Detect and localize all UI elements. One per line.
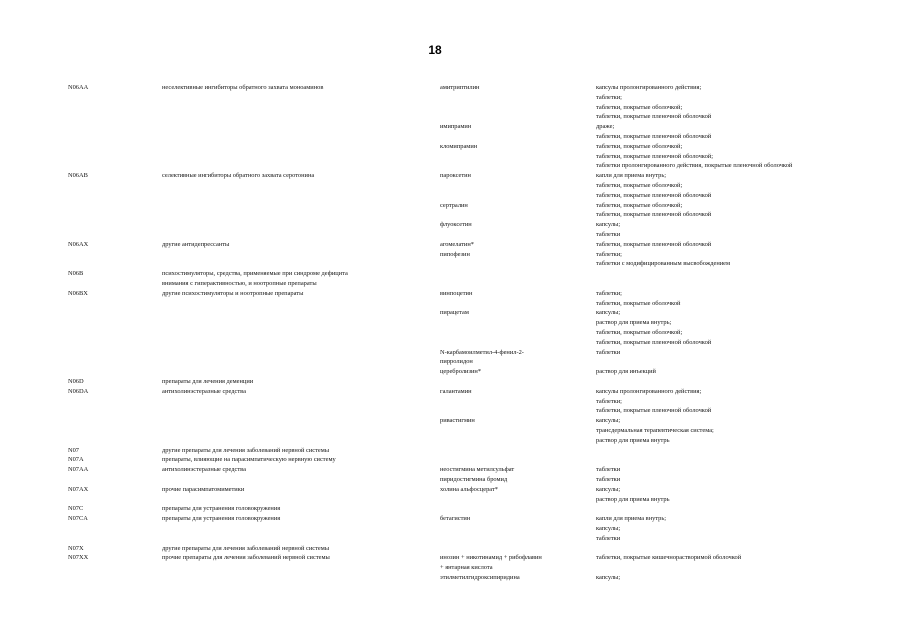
group-name: препараты, влияющие на парасимпатическую нервную систему: [162, 456, 336, 464]
drug-name: пароксетин: [440, 172, 471, 180]
group-name: внимания с гиперактивностью, и ноотропные препараты: [162, 280, 317, 287]
drug-name: флуоксетин: [440, 221, 472, 229]
dosage-form: таблетки: [596, 348, 621, 356]
drug-name: ривастигмин: [440, 417, 475, 425]
group-name: психостимуляторы, средства, применяемые при синдроме дефицита: [162, 270, 348, 278]
dosage-form: таблетки с модифицированным высвобождением: [596, 260, 731, 268]
atc-code: N06DA: [68, 387, 89, 395]
dosage-form: таблетки, покрытые пленочной оболочкой: [596, 240, 712, 248]
dosage-form: капсулы пролонгированного действия;: [596, 387, 702, 395]
atc-code: N06AX: [68, 240, 89, 248]
dosage-form: капсулы;: [596, 574, 621, 581]
drug-name: пипофезин: [440, 250, 470, 258]
group-name: другие психостимуляторы и ноотропные препараты: [162, 289, 304, 297]
dosage-form: таблетки, покрытые пленочной оболочкой: [596, 338, 712, 346]
atc-code: N06AA: [68, 84, 89, 91]
atc-code: N07CA: [68, 515, 88, 523]
atc-code: N07: [68, 446, 80, 454]
drug-name: агомелатин*: [440, 240, 474, 248]
dosage-form: капли для приема внутрь;: [596, 172, 667, 180]
dosage-form: таблетки, покрытые пленочной оболочкой;: [596, 152, 713, 160]
group-name: прочие препараты для лечения заболеваний нервной системы: [162, 554, 330, 562]
drug-name: холина альфосцерат*: [440, 485, 498, 493]
group-name: препараты для лечения деменции: [162, 378, 254, 385]
dosage-form: капсулы;: [596, 221, 621, 229]
group-name: другие препараты для лечения заболеваний нервной системы: [162, 446, 330, 454]
group-name: препараты для устранения головокружения: [162, 515, 281, 523]
atc-code: N07AX: [68, 485, 89, 493]
dosage-form: капсулы;: [596, 525, 621, 532]
atc-code: N07C: [68, 505, 84, 513]
dosage-form: таблетки, покрытые оболочкой;: [596, 201, 683, 209]
drug-name: сертралин: [440, 201, 468, 209]
drug-name: имипрамин: [440, 123, 472, 131]
dosage-form: капсулы пролонгированного действия;: [596, 84, 702, 91]
drug-name: амитриптилин: [440, 84, 480, 91]
drug-name: + янтарная кислота: [440, 564, 493, 572]
dosage-form: таблетки, покрытые пленочной оболочкой: [596, 191, 712, 199]
drug-name: церебролизин*: [440, 368, 482, 376]
group-name: другие антидепрессанты: [162, 240, 230, 248]
page-number: 18: [428, 43, 442, 57]
dosage-form: таблетки, покрытые оболочкой;: [596, 142, 683, 150]
dosage-form: таблетки;: [596, 93, 622, 101]
drug-name: кломипрамин: [440, 142, 478, 150]
drug-name: неостигмина метилсульфат: [440, 466, 515, 474]
dosage-form: таблетки, покрытые оболочкой: [596, 299, 681, 307]
dosage-form: таблетки: [596, 534, 621, 542]
dosage-form: таблетки: [596, 231, 621, 238]
dosage-form: таблетки, покрытые пленочной оболочкой: [596, 133, 712, 140]
drug-name: инозин + никотинамид + рибофлавин: [440, 554, 542, 562]
dosage-form: таблетки пролонгированного действия, покрытые пленочной оболочкой: [596, 162, 793, 170]
drug-name: пирролидон: [440, 358, 473, 366]
dosage-form: таблетки, покрытые кишечнорастворимой оболочкой: [596, 554, 742, 562]
atc-code: N07A: [68, 456, 84, 464]
dosage-form: раствор для приема внутрь: [596, 436, 670, 444]
dosage-form: таблетки, покрытые пленочной оболочкой: [596, 407, 712, 415]
group-name: прочие парасимпатомиметики: [162, 485, 245, 493]
dosage-form: таблетки, покрытые оболочкой;: [596, 329, 683, 336]
atc-code: N06B: [68, 270, 84, 278]
group-name: селективные ингибиторы обратного захвата серотонина: [162, 172, 315, 180]
group-name: антихолинэстеразные средства: [162, 466, 246, 474]
drug-name: галантамин: [440, 387, 472, 395]
dosage-form: раствор для приема внутрь;: [596, 319, 672, 327]
drug-name: этилметилгидроксипиридина: [440, 574, 520, 581]
drug-name: бетагистин: [440, 515, 471, 523]
group-name: неселективные ингибиторы обратного захвата моноаминов: [162, 84, 324, 91]
drug-name: винпоцетин: [440, 289, 473, 297]
atc-code: N07AA: [68, 466, 89, 474]
dosage-form: капли для приема внутрь;: [596, 515, 667, 523]
dosage-form: трансдермальная терапевтическая система;: [596, 427, 714, 434]
dosage-form: таблетки: [596, 466, 621, 474]
dosage-form: таблетки: [596, 476, 621, 483]
dosage-form: таблетки, покрытые пленочной оболочкой: [596, 211, 712, 219]
group-name: препараты для устранения головокружения: [162, 505, 281, 513]
dosage-form: драже;: [596, 123, 615, 131]
dosage-form: раствор для инъекций: [596, 368, 656, 376]
atc-code: N06BX: [68, 289, 88, 297]
drug-name: пиридостигмина бромид: [440, 476, 508, 483]
dosage-form: таблетки, покрытые пленочной оболочкой: [596, 113, 712, 121]
atc-code: N07XX: [68, 554, 89, 562]
dosage-form: капсулы;: [596, 417, 621, 425]
drug-name: N-карбамоилметил-4-фенил-2-: [440, 348, 524, 356]
dosage-form: таблетки;: [596, 289, 622, 297]
group-name: антихолинэстеразные средства: [162, 387, 246, 395]
dosage-form: раствор для приема внутрь: [596, 495, 670, 503]
atc-code: N07X: [68, 544, 84, 552]
atc-code: N06D: [68, 378, 84, 385]
dosage-form: таблетки, покрытые оболочкой;: [596, 182, 683, 189]
dosage-form: таблетки, покрытые оболочкой;: [596, 103, 683, 111]
dosage-form: капсулы;: [596, 485, 621, 493]
group-name: другие препараты для лечения заболеваний нервной системы: [162, 544, 330, 552]
atc-code: N06AB: [68, 172, 88, 180]
dosage-form: таблетки;: [596, 250, 622, 258]
drug-name: пирацетам: [440, 309, 469, 317]
dosage-form: капсулы;: [596, 309, 621, 317]
dosage-form: таблетки;: [596, 397, 622, 405]
